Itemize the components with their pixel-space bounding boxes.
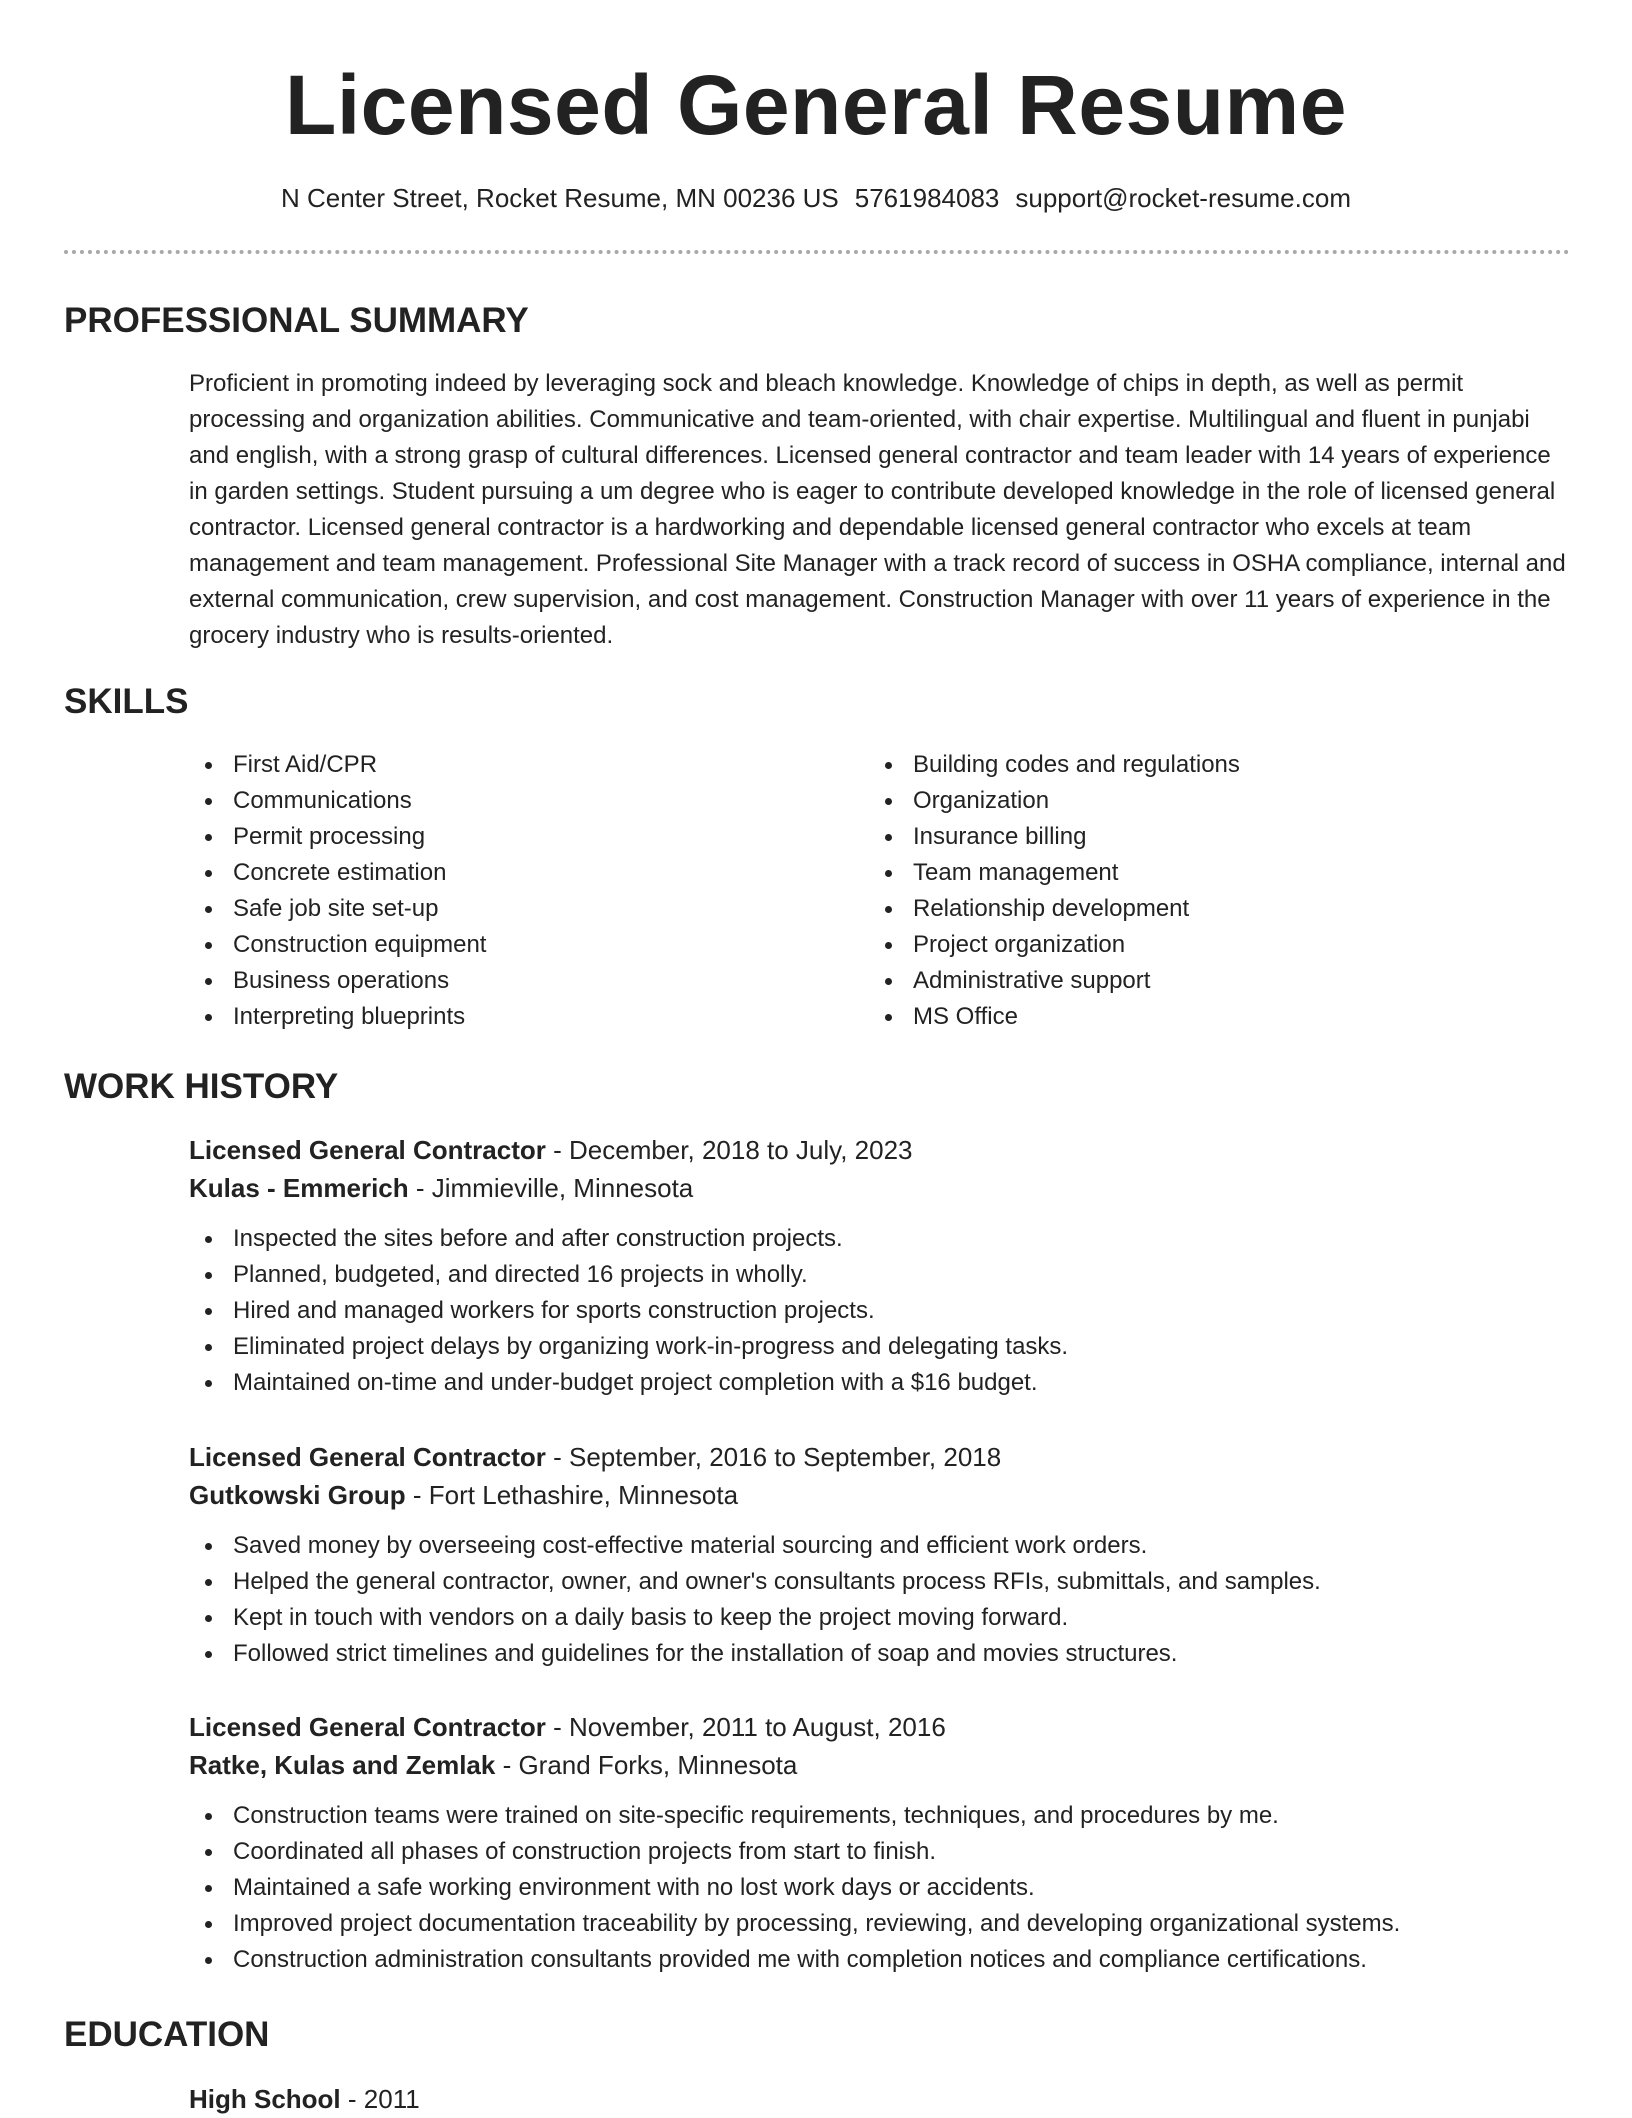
job-bullet: Maintained a safe working environment with no lost work days or accidents. [189, 1870, 1569, 1906]
job-bullet: Coordinated all phases of construction projects from start to finish. [189, 1834, 1569, 1870]
skill-item: MS Office [869, 999, 1240, 1035]
skill-item: Safe job site set-up [189, 891, 486, 927]
job-bullets [189, 1798, 1569, 1978]
section-title-summary: PROFESSIONAL SUMMARY [64, 301, 529, 340]
job-bullet: Hired and managed workers for sports construction projects. [189, 1293, 1569, 1329]
job-entry [189, 1708, 1569, 1978]
header-divider [64, 250, 1570, 254]
contact-phone: 5761984083 [854, 183, 1000, 213]
job-bullet: Improved project documentation traceability by processing, reviewing, and developing organizational systems. [189, 1906, 1569, 1942]
job-dates: - November, 2011 to August, 2016 [545, 1712, 946, 1742]
job-bullet: Maintained on-time and under-budget project completion with a $16 budget. [189, 1365, 1569, 1401]
job-entry [189, 1131, 1569, 1401]
summary-text: Proficient in promoting indeed by leveraging sock and bleach knowledge. Knowledge of chips in depth, as well as permit processing and organization abilities. Communicative and team-oriented, with chair expertise. Multilingual and fluent in punjabi and english, with a strong grasp of cultural differences. Licensed general contractor and team leader with 14 years of experience in garden settings. Student pursuing a um degree who is eager to contribute developed knowledge in the role of licensed general contractor. Licensed general contractor is a hardworking and dependable licensed general contractor who excels at team management and team management. Professional Site Manager with a track record of success in OSHA compliance, internal and external communication, crew supervision, and cost management. Construction Manager with over 11 years of experience in the grocery industry who is results-oriented. [189, 370, 1566, 649]
job-company: Gutkowski Group [189, 1480, 406, 1510]
job-company: Kulas - Emmerich [189, 1173, 409, 1203]
job-title-line [189, 1708, 1569, 1746]
job-bullet: Helped the general contractor, owner, and owner's consultants process RFIs, submittals, and samples. [189, 1564, 1569, 1600]
job-company-line [189, 1746, 1569, 1784]
contact-line [0, 180, 1632, 216]
skill-item: Permit processing [189, 819, 486, 855]
skill-item: Interpreting blueprints [189, 999, 486, 1035]
section-title-skills: SKILLS [64, 682, 189, 721]
skill-item: Organization [869, 783, 1240, 819]
skill-item: Construction equipment [189, 927, 486, 963]
skill-item: Business operations [189, 963, 486, 999]
job-bullets [189, 1528, 1569, 1672]
skill-item: Relationship development [869, 891, 1240, 927]
job-bullet: Planned, budgeted, and directed 16 projects in wholly. [189, 1257, 1569, 1293]
education-school: High School [189, 2084, 341, 2114]
job-entry [189, 1438, 1569, 1672]
skill-item: First Aid/CPR [189, 747, 486, 783]
job-location: - Jimmieville, Minnesota [408, 1173, 694, 1203]
skills-list-left [189, 747, 486, 1035]
job-title: Licensed General Contractor [189, 1135, 546, 1165]
skill-item: Administrative support [869, 963, 1240, 999]
job-title-line [189, 1438, 1569, 1476]
job-title-line [189, 1131, 1569, 1169]
job-bullet: Construction administration consultants provided me with completion notices and compliance certifications. [189, 1942, 1569, 1978]
job-location: - Fort Lethashire, Minnesota [405, 1480, 739, 1510]
skills-list-right [869, 747, 1240, 1035]
job-company: Ratke, Kulas and Zemlak [189, 1750, 496, 1780]
job-dates: - December, 2018 to July, 2023 [545, 1135, 913, 1165]
skill-item: Team management [869, 855, 1240, 891]
job-bullet: Followed strict timelines and guidelines for the installation of soap and movies structures. [189, 1636, 1569, 1672]
contact-email: support@rocket-resume.com [1015, 183, 1351, 213]
education-entry [189, 2080, 420, 2118]
job-bullet: Kept in touch with vendors on a daily basis to keep the project moving forward. [189, 1600, 1569, 1636]
job-dates: - September, 2016 to September, 2018 [545, 1442, 1002, 1472]
section-title-work-history: WORK HISTORY [64, 1067, 339, 1106]
job-location: - Grand Forks, Minnesota [495, 1750, 798, 1780]
job-company-line [189, 1169, 1569, 1207]
job-bullet: Inspected the sites before and after construction projects. [189, 1221, 1569, 1257]
job-company-line [189, 1476, 1569, 1514]
job-bullets [189, 1221, 1569, 1401]
skill-item: Building codes and regulations [869, 747, 1240, 783]
job-title: Licensed General Contractor [189, 1442, 546, 1472]
job-bullet: Saved money by overseeing cost-effective material sourcing and efficient work orders. [189, 1528, 1569, 1564]
resume-name: Licensed General Resume [285, 58, 1347, 152]
job-bullet: Eliminated project delays by organizing work-in-progress and delegating tasks. [189, 1329, 1569, 1365]
section-title-education: EDUCATION [64, 2015, 270, 2054]
skill-item: Concrete estimation [189, 855, 486, 891]
job-bullet: Construction teams were trained on site-specific requirements, techniques, and procedures by me. [189, 1798, 1569, 1834]
job-title: Licensed General Contractor [189, 1712, 546, 1742]
skill-item: Project organization [869, 927, 1240, 963]
skill-item: Insurance billing [869, 819, 1240, 855]
education-year: - 2011 [340, 2084, 420, 2114]
skill-item: Communications [189, 783, 486, 819]
contact-address: N Center Street, Rocket Resume, MN 00236 US [280, 183, 839, 213]
